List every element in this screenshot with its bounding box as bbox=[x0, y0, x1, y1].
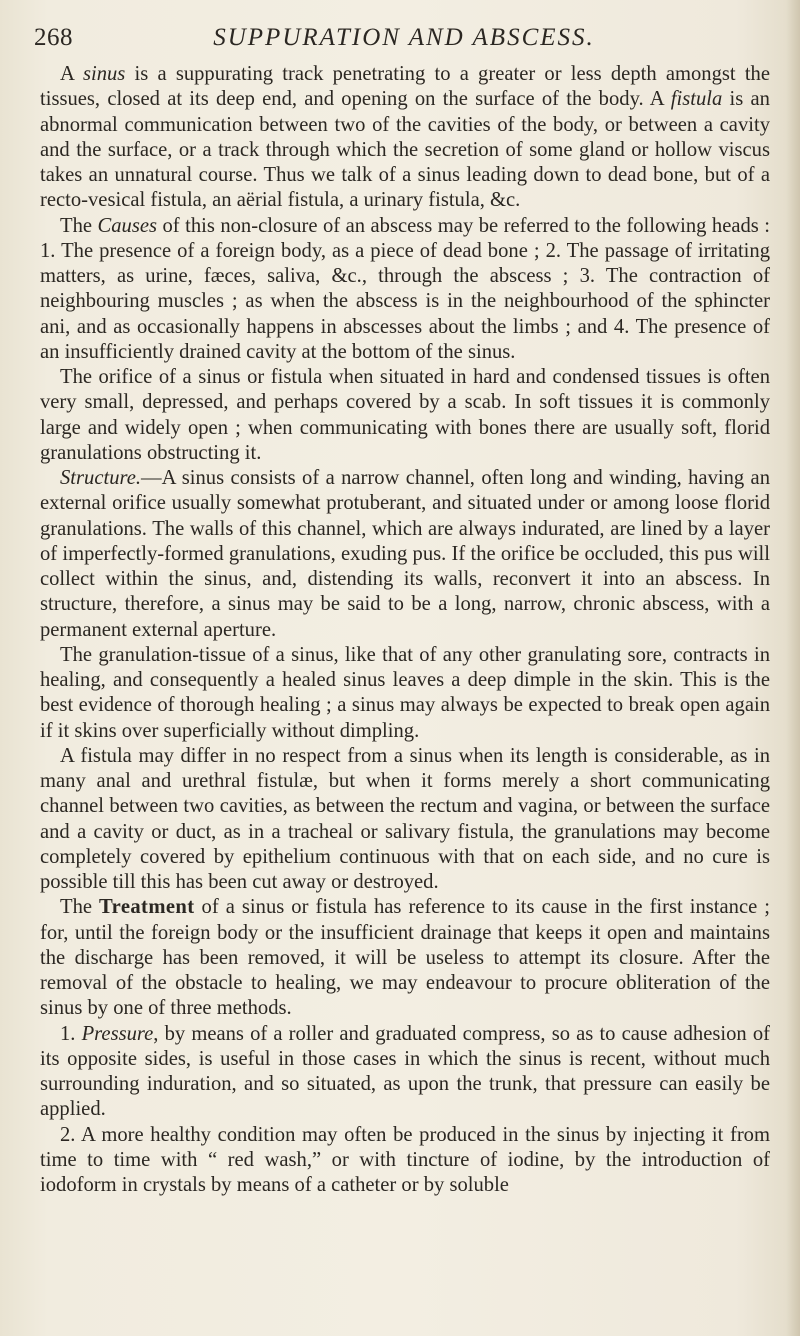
text-run: The bbox=[60, 214, 98, 237]
page-edge-shadow bbox=[786, 0, 800, 1336]
text-run: A bbox=[60, 63, 83, 85]
text-run: of a sinus or fistula has reference to its cause in the first instance ; for, until the foreign body or the insufficient drainage that keeps it open and maintains the discharge has been removed, it will be useless to attempt its closure. After the removal of the obstacle to healing, we may endeavour to procure obliteration of the sinus by one of three methods. bbox=[40, 896, 770, 1020]
paragraph bbox=[40, 895, 770, 1021]
text-run: is a suppurating track penetrating to a greater or less depth amongst the tissues, closed at its deep end, and opening on the surface of the body. A bbox=[40, 63, 770, 111]
bold-term: Treatment bbox=[99, 896, 195, 919]
running-head: SUPPURATION AND ABSCESS. bbox=[213, 24, 595, 51]
text-run: A fistula may differ in no respect from a sinus when its length is considerable, as in many anal and urethral fistulæ, but when it forms merely a short communicating channel between two cavities, as between the rectum and vagina, or between the surface and a cavity or duct, as in a tracheal or salivary fistula, the granulations may become completely covered by epithelium continuous with that on each side, and no cure is possible till this has been cut away or destroyed. bbox=[40, 744, 770, 893]
text-run: 2. A more healthy condition may often be produced in the sinus by injecting it from time to time with “ red wash,” or with tincture of iodine, by the introduction of iodoform in crystals by means of a catheter or by soluble bbox=[40, 1123, 770, 1196]
page-number: 268 bbox=[34, 24, 73, 51]
page-header bbox=[34, 14, 774, 56]
paragraph bbox=[40, 1123, 770, 1199]
text-run: 1. bbox=[60, 1022, 82, 1045]
text-run: The granulation-tissue of a sinus, like that of any other granulating sore, contracts in healing, and consequently a healed sinus leaves a deep dimple in the skin. This is the best evidence of thorough healing ; a sinus may always be expected to break open again if it skins over superficially without dimpling. bbox=[40, 643, 770, 742]
paragraph bbox=[40, 214, 770, 366]
paragraph bbox=[40, 1022, 770, 1123]
paragraph bbox=[40, 744, 770, 896]
paragraph bbox=[40, 643, 770, 744]
italic-term: Structure. bbox=[60, 467, 142, 489]
paragraph bbox=[40, 62, 770, 214]
text-run: is an abnormal communication between two of the cavities of the body, or between a cavity and the surface, or a track through which the secretion of some gland or hollow viscus takes an unnatural course. Thus we talk of a sinus leading down to dead bone, but of a recto-vesical fistula, an aërial fistula, a urinary fistula, &c. bbox=[40, 88, 770, 212]
paragraph bbox=[40, 466, 770, 643]
body-text bbox=[40, 62, 770, 1198]
text-run: —A sinus consists of a narrow channel, often long and winding, having an external orifice usually somewhat protuberant, and situated under or among loose florid granulations. The walls of this channel, which are always indurated, are lined by a layer of imperfectly-formed granulations, exuding pus. If the orifice be occluded, this pus will collect within the sinus, and, distending its walls, reconvert it into an abscess. In structure, therefore, a sinus may be said to be a long, narrow, chronic abscess, with a permanent external aperture. bbox=[40, 467, 770, 641]
italic-term: fistula bbox=[670, 88, 723, 111]
text-run: , by means of a roller and graduated compress, so as to cause adhesion of its opposite sides, is useful in those cases in which the sinus is recent, without much surrounding induration, and so situated, as upon the trunk, that pressure can easily be applied. bbox=[40, 1022, 771, 1121]
paragraph bbox=[40, 365, 770, 466]
italic-term: Causes bbox=[97, 214, 157, 237]
italic-term: Pressure bbox=[81, 1022, 154, 1045]
italic-term: sinus bbox=[82, 63, 126, 85]
text-run: of this non-closure of an abscess may be referred to the following heads : 1. The presence of a foreign body, as a piece of dead bone ; 2. The passage of irritating matters, as urine, fæces, saliva, &c., through the abscess ; 3. The contraction of neighbouring muscles ; as when the abscess is in the neighbourhood of the sphincter ani, and as occasionally happens in abscesses about the limbs ; and 4. The presence of an insufficiently drained cavity at the bottom of the sinus. bbox=[40, 214, 770, 363]
text-run: The orifice of a sinus or fistula when situated in hard and condensed tissues is often very small, depressed, and perhaps covered by a scab. In soft tissues it is commonly large and widely open ; when communicating with bones there are usually soft, florid granulations obstructing it. bbox=[40, 366, 770, 464]
text-run: The bbox=[60, 896, 100, 919]
